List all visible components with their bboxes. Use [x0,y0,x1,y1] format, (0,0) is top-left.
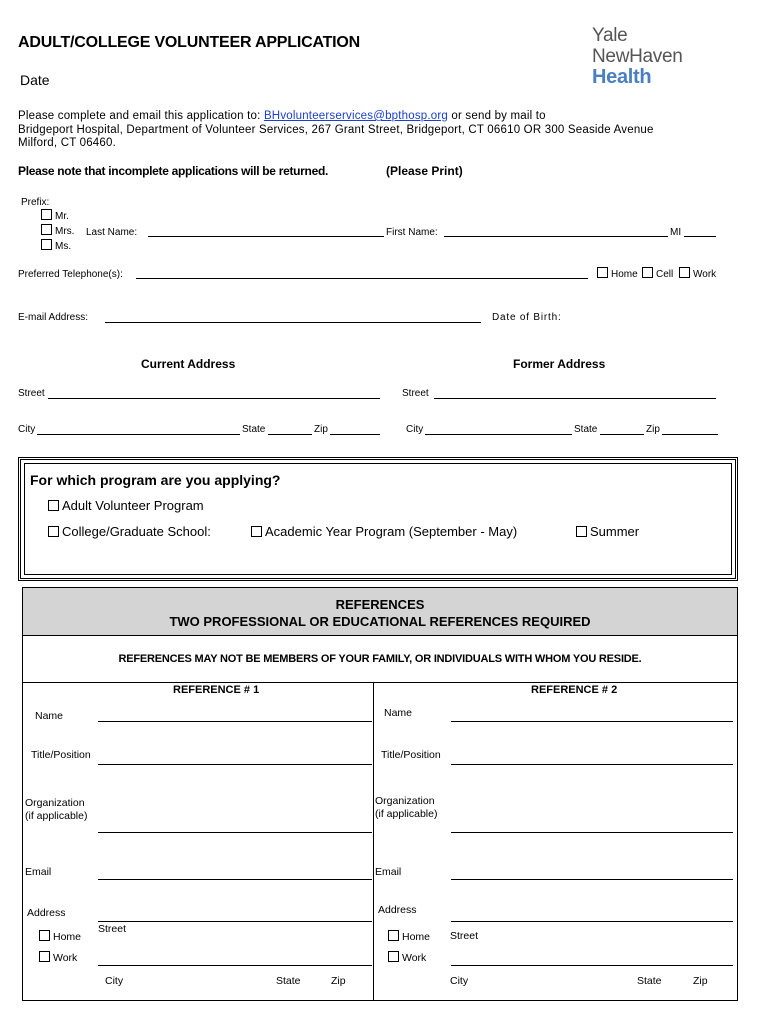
former-zip-field[interactable] [662,434,718,435]
references-box [22,587,738,1001]
reference-2-heading: REFERENCE # 2 [531,684,618,696]
ref2-address-field[interactable] [451,921,733,922]
current-city-label: City [18,424,36,435]
ref2-org-field[interactable] [451,832,733,833]
ref1-city-label: City [105,975,124,987]
ref2-street-label: Street [450,930,479,942]
ref1-name-label: Name [35,710,64,722]
first-name-label: First Name: [386,227,438,238]
phone-work[interactable] [679,267,716,280]
mi-label: MI [670,227,682,238]
reference-1-heading: REFERENCE # 1 [173,684,260,696]
ref1-home-label: Home [53,931,82,943]
former-state-field[interactable] [600,434,644,435]
ref2-city-label: City [450,975,469,987]
program-question: For which program are you applying? [30,472,281,488]
ref2-work-label: Work [402,952,427,964]
former-zip-label: Zip [646,424,660,435]
ref1-state-label: State [276,975,301,987]
logo-line-1: Yale [592,25,628,46]
current-address-heading: Current Address [141,357,236,371]
ref2-email-label: Email [375,866,402,878]
ref1-email-field[interactable] [98,879,372,880]
current-street-field[interactable] [48,398,380,399]
summer-option[interactable] [576,524,639,539]
former-street-field[interactable] [434,398,716,399]
please-print: (Please Print) [386,164,463,178]
college-program-label: College/Graduate School: [62,524,211,539]
checkbox-icon[interactable] [39,930,50,941]
ref2-address-label: Address [378,904,417,916]
ref2-state-label: State [637,975,662,987]
email-label: E-mail Address: [18,312,89,323]
prefix-label: Prefix: [21,197,50,208]
former-city-field[interactable] [425,434,572,435]
ref2-name-field[interactable] [451,721,733,722]
phone-home[interactable] [597,267,638,280]
phone-home-label: Home [611,269,638,280]
checkbox-icon[interactable] [597,267,608,278]
ref1-title-label: Title/Position [31,749,91,761]
current-state-field[interactable] [268,434,312,435]
phone-cell-label: Cell [656,269,674,280]
phone-work-label: Work [693,269,717,280]
current-street-label: Street [18,388,45,399]
current-city-field[interactable] [37,434,240,435]
ref1-address-label: Address [27,907,66,919]
yale-newhaven-health-logo [592,25,683,88]
references-subheading: TWO PROFESSIONAL OR EDUCATIONAL REFERENCES REQUIRED [169,614,591,629]
last-name-field[interactable] [148,236,384,237]
phone-cell[interactable] [642,267,673,280]
ref2-org-line1: Organization [375,795,435,807]
ref1-zip-label: Zip [331,975,346,987]
former-street-label: Street [402,388,429,399]
mi-field[interactable] [684,236,716,237]
instr-line-3: Milford, CT 06460. [18,137,116,149]
first-name-field[interactable] [444,236,668,237]
references-notice: REFERENCES MAY NOT BE MEMBERS OF YOUR FAMILY, OR INDIVIDUALS WITH WHOM YOU RESIDE. [23,636,737,683]
instr-text-after: or send by mail to [448,110,546,122]
adult-program-option[interactable] [48,498,204,513]
ref2-zip-label: Zip [693,975,708,987]
logo-line-3: Health [592,66,652,88]
academic-year-label: Academic Year Program (September - May) [265,524,518,539]
checkbox-icon[interactable] [388,930,399,941]
checkbox-icon[interactable] [41,239,52,250]
adult-program-label: Adult Volunteer Program [62,498,204,513]
checkbox-icon[interactable] [576,526,587,537]
ref2-name-label: Name [384,707,413,719]
date-label: Date [20,72,50,88]
ref2-home-label: Home [402,931,431,943]
checkbox-icon[interactable] [251,526,262,537]
ref1-org-line1: Organization [25,797,85,809]
prefix-ms[interactable] [41,239,71,252]
checkbox-icon[interactable] [39,951,50,962]
ref1-name-field[interactable] [98,721,372,722]
ref2-email-field[interactable] [451,879,733,880]
instr-line-2: Bridgeport Hospital, Department of Volunteer Services, 267 Grant Street, Bridgeport, CT 06610 OR 300 Seaside Avenue [18,123,654,136]
ref1-address-field[interactable] [98,921,372,922]
ref2-title-field[interactable] [451,764,733,765]
prefix-mrs-label: Mrs. [55,226,75,237]
ref1-org-line2: (if applicable) [25,810,88,822]
email-field[interactable] [105,322,481,323]
prefix-mr[interactable] [41,209,69,222]
former-city-label: City [406,424,424,435]
ref1-org-label [25,797,87,823]
prefix-mr-label: Mr. [55,211,69,222]
ref2-work-option[interactable] [388,951,426,964]
ref1-org-field[interactable] [98,832,372,833]
email-link[interactable]: BHvolunteerservices@bpthosp.org [263,110,449,122]
former-state-label: State [574,424,598,435]
ref1-work-label: Work [53,952,78,964]
checkbox-icon[interactable] [388,951,399,962]
last-name-label: Last Name: [86,227,138,238]
ref1-street-field[interactable] [98,965,372,966]
references-divider [373,682,374,1000]
ref2-street-field[interactable] [451,965,733,966]
incomplete-note: Please note that incomplete applications will be returned. [18,164,329,178]
phone-label: Preferred Telephone(s): [18,269,123,280]
current-state-label: State [242,424,266,435]
ref2-org-line2: (if applicable) [375,808,438,820]
ref1-work-option[interactable] [39,951,77,964]
instr-text-before: Please complete and email this application to: [18,110,264,122]
ref1-street-label: Street [98,923,127,935]
current-zip-field[interactable] [330,434,380,435]
former-address-heading: Former Address [513,357,606,371]
references-heading: REFERENCES [335,597,425,612]
form-title: ADULT/COLLEGE VOLUNTEER APPLICATION [18,34,361,51]
academic-year-option[interactable] [251,524,517,539]
ref1-title-field[interactable] [98,764,372,765]
checkbox-icon[interactable] [48,526,59,537]
checkbox-icon[interactable] [41,224,52,235]
checkbox-icon[interactable] [41,209,52,220]
ref2-title-label: Title/Position [381,749,441,761]
instructions [18,110,748,151]
ref2-home-option[interactable] [388,930,430,943]
ref1-home-option[interactable] [39,930,81,943]
logo-line-2: NewHaven [592,46,683,67]
current-zip-label: Zip [314,424,328,435]
checkbox-icon[interactable] [48,500,59,511]
checkbox-icon[interactable] [679,267,690,278]
dob-label: Date of Birth: [492,312,562,323]
references-header [23,588,737,636]
prefix-ms-label: Ms. [55,241,72,252]
prefix-mrs[interactable] [41,224,74,237]
summer-label: Summer [590,524,640,539]
phone-field[interactable] [136,278,588,279]
ref2-org-label [375,795,437,821]
checkbox-icon[interactable] [642,267,653,278]
college-program-option[interactable] [48,524,211,539]
ref1-email-label: Email [25,866,52,878]
